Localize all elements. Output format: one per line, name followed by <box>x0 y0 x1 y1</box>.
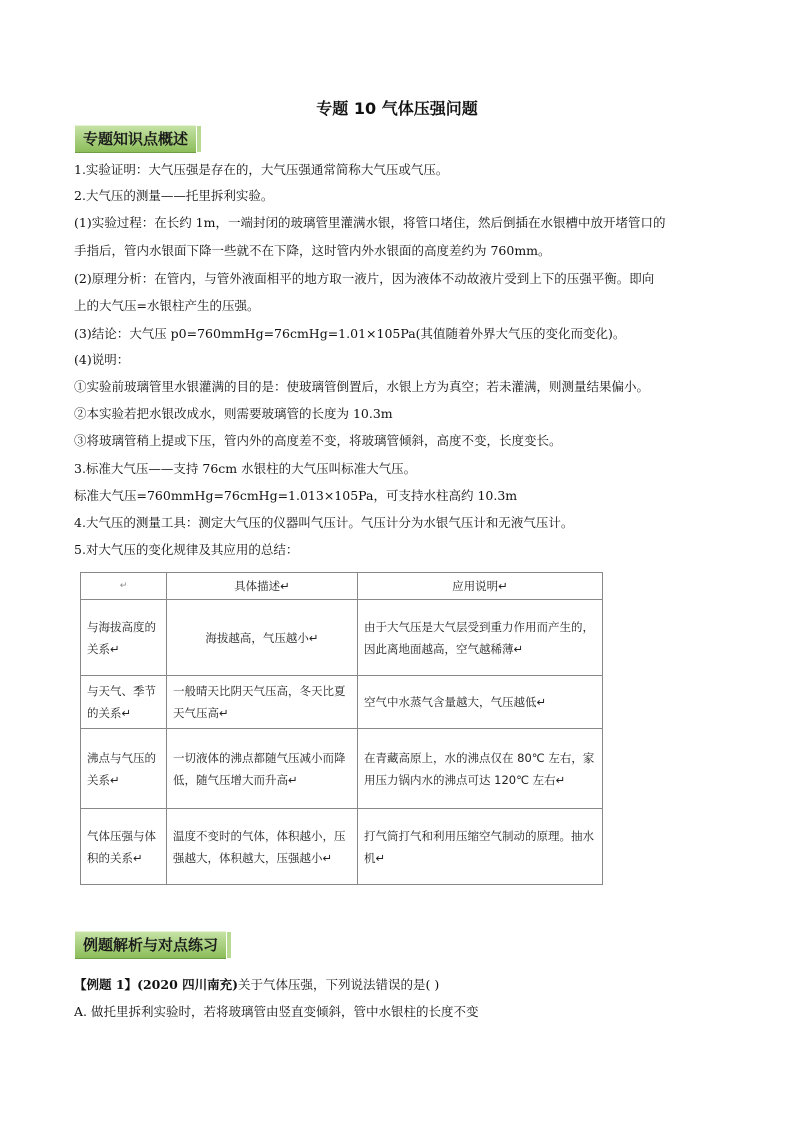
table-row <box>81 809 603 885</box>
table-cell: 与天气、季节的关系↵ <box>81 676 167 729</box>
section-banner-overview: 专题知识点概述 <box>75 125 196 153</box>
pressure-summary-table <box>80 572 603 885</box>
section-banner-examples: 例题解析与对点练习 <box>75 931 226 959</box>
text-line-10: ②本实验若把水银改成水，则需要玻璃管的长度为 10.3m <box>74 406 393 421</box>
table-cell: 沸点与气压的关系↵ <box>81 729 167 809</box>
page-title: 专题 10 气体压强问题 <box>316 99 478 118</box>
table-row <box>81 600 603 676</box>
table-row <box>81 729 603 809</box>
table-cell: 一般晴天比阴天气压高，冬天比夏天气压高↵ <box>167 676 358 729</box>
table-header-row <box>81 573 603 600</box>
text-line-5: (2)原理分析：在管内，与管外液面相平的地方取一液片，因为液体不动故液片受到上下的压强平衡。即向 <box>74 271 655 286</box>
table-cell: 空气中水蒸气含量越大，气压越低↵ <box>358 676 603 729</box>
text-line-1: 1.实验证明：大气压强是存在的，大气压强通常简称大气压或气压。 <box>74 162 449 177</box>
text-line-9: ①实验前玻璃管里水银灌满的目的是：使玻璃管倒置后，水银上方为真空；若未灌满，则测量结果偏小。 <box>74 379 650 394</box>
table-cell: 气体压强与体积的关系↵ <box>81 809 167 885</box>
table-cell: 打气筒打气和利用压缩空气制动的原理。抽水机↵ <box>358 809 603 885</box>
table-cell: 在青藏高原上，水的沸点仅在 80℃ 左右，家用压力锅内水的沸点可达 120℃ 左右↵ <box>358 729 603 809</box>
table-cell: 由于大气压是大气层受到重力作用而产生的，因此离地面越高，空气越稀薄↵ <box>358 600 603 676</box>
table-header-cell: 具体描述↵ <box>167 573 358 600</box>
text-line-12: 3.标准大气压——支持 76cm 水银柱的大气压叫标准大气压。 <box>74 461 417 476</box>
table-cell: 温度不变时的气体，体积越小，压强越大，体积越大，压强越小↵ <box>167 809 358 885</box>
table-row <box>81 676 603 729</box>
text-line-14: 4.大气压的测量工具：测定大气压的仪器叫气压计。气压计分为水银气压计和无液气压计。 <box>74 515 574 530</box>
table-header-cell: 应用说明↵ <box>358 573 603 600</box>
text-line-4: 手指后，管内水银面下降一些就不在下降，这时管内外水银面的高度差约为 760mm。 <box>74 243 551 258</box>
text-line-6: 上的大气压=水银柱产生的压强。 <box>74 298 260 313</box>
example-label: 【例题 1】 <box>74 977 138 992</box>
text-line-11: ③将玻璃管稍上提或下压，管内外的高度差不变，将玻璃管倾斜，高度不变，长度变长。 <box>74 433 562 448</box>
example-1-option-a: A. 做托里拆利实验时，若将玻璃管由竖直变倾斜，管中水银柱的长度不变 <box>74 1004 479 1019</box>
text-line-2: 2.大气压的测量——托里拆利实验。 <box>74 188 274 203</box>
text-line-7: (3)结论：大气压 p0=760mmHg=76cmHg=1.01×105Pa(其值随着外界大气压的变化而变化)。 <box>74 326 626 341</box>
table-cell: 海拔越高，气压越小↵ <box>167 600 358 676</box>
table-header-cell: ↵ <box>81 573 167 600</box>
example-1-question <box>74 971 724 998</box>
text-line-13: 标准大气压=760mmHg=76cmHg=1.013×105Pa，可支持水柱高约 10.3m <box>74 488 518 503</box>
text-line-3: (1)实验过程：在长约 1m，一端封闭的玻璃管里灌满水银，将管口堵住，然后倒插在水银槽中放开堵管口的 <box>74 215 666 230</box>
text-line-8: (4)说明： <box>74 352 130 367</box>
table-cell: 一切液体的沸点都随气压减小而降低，随气压增大而升高↵ <box>167 729 358 809</box>
example-text: 关于气体压强，下列说法错误的是( ) <box>238 977 440 992</box>
table-cell: 与海拔高度的关系↵ <box>81 600 167 676</box>
text-line-15: 5.对大气压的变化规律及其应用的总结： <box>74 542 299 557</box>
example-source: (2020 四川南充) <box>137 977 239 992</box>
